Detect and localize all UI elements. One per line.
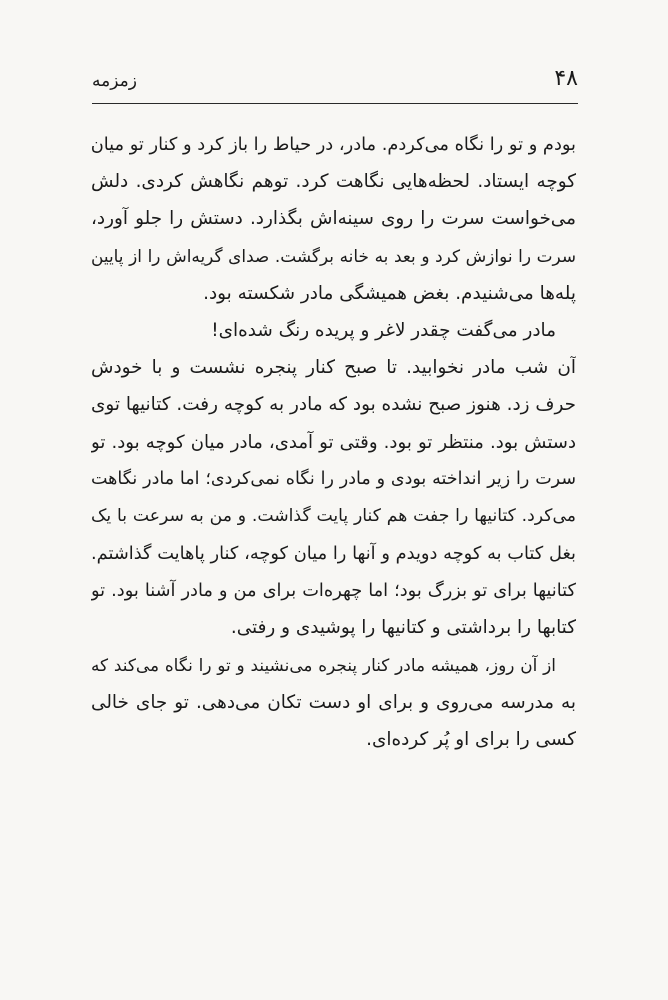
text-line: آن شب مادر نخوابید. تا صبح کنار پنجره نشست و با خودش xyxy=(91,357,576,379)
text-line: به مدرسه می‌روی و برای او دست تکان می‌دهی. تو جای خالی xyxy=(91,691,576,713)
text-line: می‌کرد. کتانیها را جفت هم کنار پایت گذاشت. و من به سرعت با یک xyxy=(91,505,576,526)
text-line: از آن روز، همیشه مادر کنار پنجره می‌نشیند و تو را نگاه می‌کند که xyxy=(91,654,556,675)
text-line: مادر می‌گفت چقدر لاغر و پریده رنگ شده‌ای! xyxy=(211,319,556,341)
text-line: کتابها را برداشتی و کتانیها را پوشیدی و رفتی. xyxy=(230,617,576,639)
text-line: کوچه ایستاد. لحظه‌هایی نگاهت کرد. توهم نگاهش کردی. دلش xyxy=(91,171,576,193)
text-line: بودم و تو را نگاه می‌کردم. مادر، در حیاط را باز کرد و کنار تو میان xyxy=(91,134,576,155)
text-line: می‌خواست سرت را روی سینه‌اش بگذارد. دستش را جلو آورد، xyxy=(91,208,576,230)
text-line: سرت را زیر انداخته بودی و مادر را نگاه نمی‌کردی؛ اما مادر نگاهت xyxy=(91,468,576,489)
text-line: حرف زد. هنوز صبح نشده بود که مادر به کوچه رفت. کتانیها توی xyxy=(91,394,576,416)
text-line: کتانیها برای تو بزرگ بود؛ اما چهره‌ات برای من و مادر آشنا بود. تو xyxy=(91,580,576,602)
page-header xyxy=(92,64,578,100)
text-line: دستش بود. منتظر تو بود. وقتی تو آمدی، مادر میان کوچه بود. تو xyxy=(91,431,576,453)
page-number: ۴۸ xyxy=(554,66,578,91)
text-line: سرت را نوازش کرد و بعد به خانه برگشت. صدای گریه‌اش را از پایین xyxy=(91,245,576,266)
text-line: پله‌ها می‌شنیدم. بغض همیشگی مادر شکسته بود. xyxy=(203,282,576,304)
running-title: زمزمه xyxy=(92,71,137,91)
text-line: کسی را برای او پُر کرده‌ای. xyxy=(366,729,576,750)
body-text xyxy=(91,126,576,758)
text-line: بغل کتاب به کوچه دویدم و آنها را میان کوچه، کنار پاهایت گذاشتم. xyxy=(91,543,576,565)
header-rule xyxy=(92,103,578,104)
